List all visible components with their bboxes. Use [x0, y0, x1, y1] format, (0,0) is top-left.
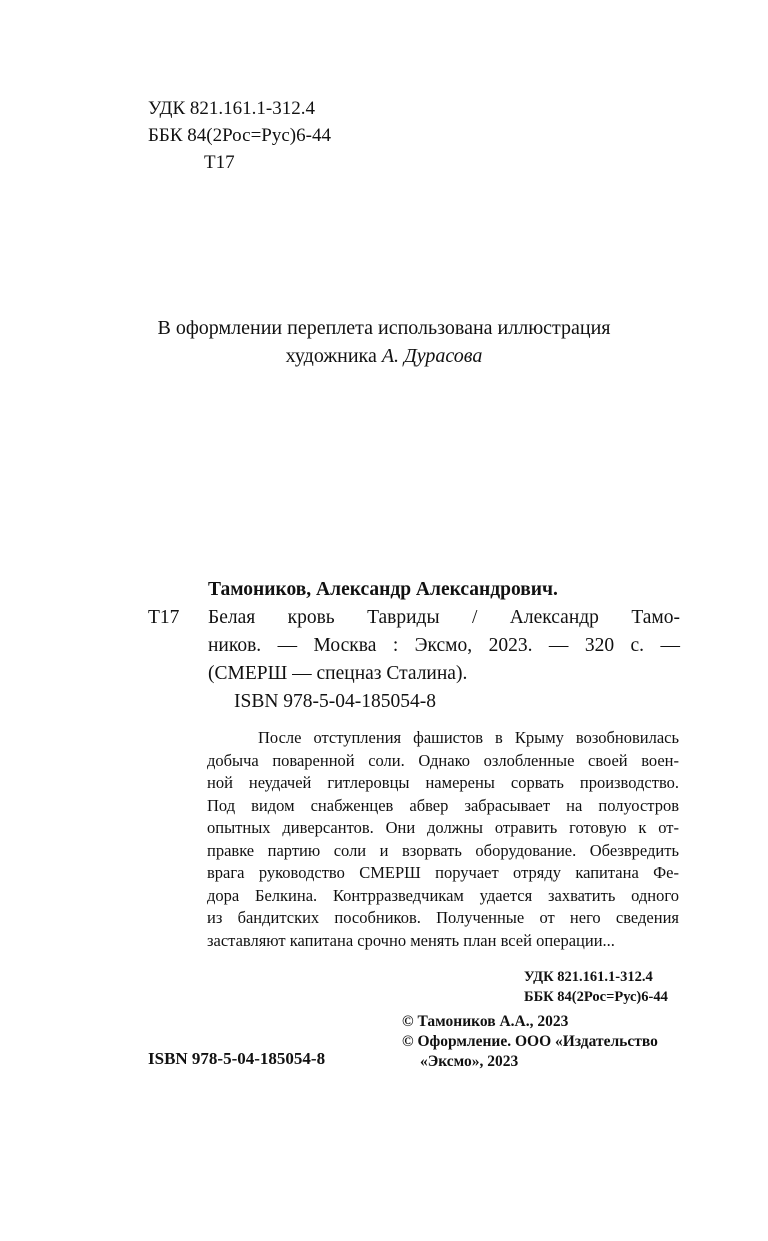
credit-prefix: художника: [285, 345, 377, 367]
annotation-bbk: ББК 84(2Рос=Рус)6-44: [524, 989, 668, 1005]
annotation-line: ной неудачей гитлеровцы намерены сорвать производство.: [207, 773, 679, 792]
bbk-code: ББК 84(2Рос=Рус)6-44: [148, 125, 331, 146]
author-mark: Т17: [204, 152, 235, 173]
biblio-title-line-1: Белая кровь Тавриды / Александр Тамо-: [208, 607, 680, 628]
annotation-line: дора Белкина. Контрразведчикам удается захватить одного: [207, 886, 679, 905]
annotation-line: Под видом снабженцев абвер забрасывает на полуостров: [207, 796, 679, 815]
copyright-author: © Тамоников А.А., 2023: [402, 1013, 569, 1030]
biblio-author: Тамоников, Александр Александрович.: [208, 579, 558, 600]
annotation-line: врага руководство СМЕРШ поручает отряду капитана Фе-: [207, 863, 679, 882]
annotation-line: правке партию соли и взорвать оборудование. Обезвредить: [207, 841, 679, 860]
annotation-line: После отступления фашистов в Крыму возобновилась: [258, 728, 679, 747]
isbn-bottom: ISBN 978-5-04-185054-8: [148, 1049, 326, 1068]
biblio-series: (СМЕРШ — спецназ Сталина).: [208, 663, 468, 684]
annotation-udk: УДК 821.161.1-312.4: [524, 969, 653, 985]
annotation-line: заставляют капитана срочно менять план всей операции...: [207, 931, 615, 950]
artist-name: А. Дурасова: [381, 345, 483, 367]
annotation-line: опытных диверсантов. Они должны отравить готовую к от-: [207, 818, 679, 837]
annotation-line: добыча поваренной соли. Однако озлобленные своей воен-: [207, 751, 679, 770]
annotation-line: из бандитских пособников. Полученные от него сведения: [207, 908, 679, 927]
biblio-author-mark: Т17: [148, 607, 180, 628]
udk-code: УДК 821.161.1-312.4: [148, 98, 315, 119]
copyright-design-line-2: «Эксмо», 2023: [420, 1053, 519, 1070]
copyright-design-line-1: © Оформление. ООО «Издательство: [402, 1033, 658, 1050]
biblio-title-line-2: ников. — Москва : Эксмо, 2023. — 320 с. —: [208, 635, 680, 656]
credit-line-2: [0, 342, 768, 370]
biblio-isbn: ISBN 978-5-04-185054-8: [234, 691, 437, 712]
credit-line-1: В оформлении переплета использована иллюстрация: [157, 317, 611, 339]
